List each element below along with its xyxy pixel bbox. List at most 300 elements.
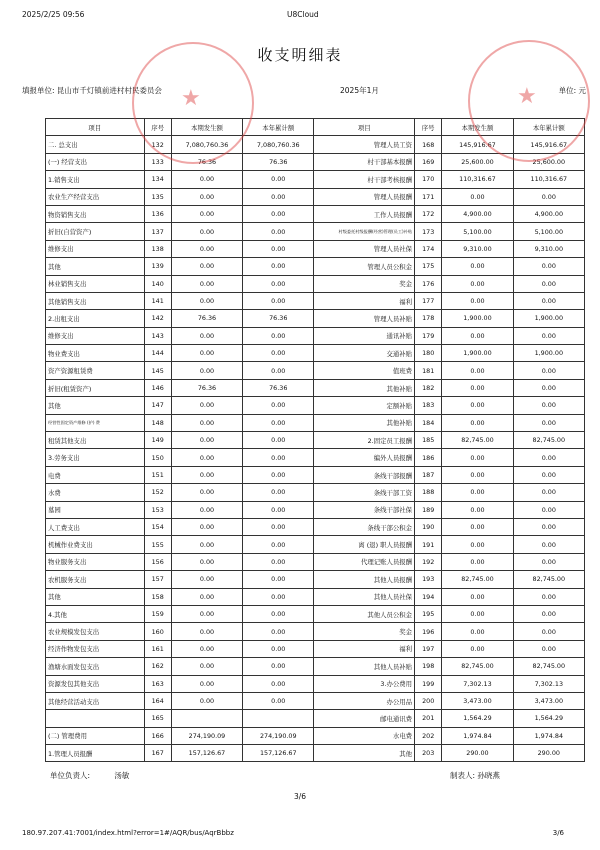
responsible-label: 单位负责人: xyxy=(50,771,91,780)
left-item-cell: 3.劳务支出 xyxy=(46,449,145,466)
right-seq-cell: 194 xyxy=(415,588,442,605)
right-ytd-cell: 0.00 xyxy=(513,484,584,501)
right-current-cell: 0.00 xyxy=(442,397,513,414)
header-seq: 序号 xyxy=(144,119,171,136)
table-row xyxy=(46,414,585,431)
left-ytd-cell: 0.00 xyxy=(243,327,314,344)
left-seq-cell: 140 xyxy=(144,275,171,292)
responsible-name: 汤敏 xyxy=(114,771,130,780)
left-item-cell: 渔塘水面发包支出 xyxy=(46,658,145,675)
table-row xyxy=(46,432,585,449)
table-row xyxy=(46,397,585,414)
right-current-cell: 0.00 xyxy=(442,466,513,483)
left-seq-cell: 159 xyxy=(144,605,171,622)
right-ytd-cell: 1,900.00 xyxy=(513,345,584,362)
table-row xyxy=(46,675,585,692)
table-row xyxy=(46,466,585,483)
left-ytd-cell: 0.00 xyxy=(243,518,314,535)
left-item-cell: 资源发包其他支出 xyxy=(46,675,145,692)
right-seq-cell: 193 xyxy=(415,571,442,588)
right-seq-cell: 179 xyxy=(415,327,442,344)
right-ytd-cell: 0.00 xyxy=(513,258,584,275)
right-ytd-cell: 0.00 xyxy=(513,292,584,309)
left-current-cell: 0.00 xyxy=(171,258,242,275)
left-ytd-cell: 76.36 xyxy=(243,379,314,396)
left-item-cell: 二. 总支出 xyxy=(46,136,145,153)
header-current-right: 本期发生额 xyxy=(442,119,513,136)
right-ytd-cell: 5,100.00 xyxy=(513,223,584,240)
left-current-cell: 0.00 xyxy=(171,484,242,501)
right-current-cell: 0.00 xyxy=(442,501,513,518)
right-seq-cell: 203 xyxy=(415,745,442,762)
table-row xyxy=(46,501,585,518)
left-current-cell: 76.36 xyxy=(171,310,242,327)
right-current-cell: 0.00 xyxy=(442,536,513,553)
right-ytd-cell: 290.00 xyxy=(513,745,584,762)
right-seq-cell: 176 xyxy=(415,275,442,292)
right-item-cell: 其他人员报酬 xyxy=(314,571,415,588)
right-item-cell: 编外人员报酬 xyxy=(314,449,415,466)
left-current-cell: 0.00 xyxy=(171,240,242,257)
left-ytd-cell: 0.00 xyxy=(243,345,314,362)
right-current-cell: 0.00 xyxy=(442,484,513,501)
left-seq-cell: 151 xyxy=(144,466,171,483)
right-seq-cell: 199 xyxy=(415,675,442,692)
left-ytd-cell: 0.00 xyxy=(243,553,314,570)
left-item-cell: 水费 xyxy=(46,484,145,501)
left-item-cell: 人工费支出 xyxy=(46,518,145,535)
left-seq-cell: 166 xyxy=(144,727,171,744)
right-item-cell: 管理人员公积金 xyxy=(314,258,415,275)
right-item-cell: 离 (退) 职人员报酬 xyxy=(314,536,415,553)
header-item-right: 项目 xyxy=(314,119,415,136)
right-current-cell: 110,316.67 xyxy=(442,171,513,188)
right-current-cell: 0.00 xyxy=(442,292,513,309)
table-row xyxy=(46,692,585,709)
left-item-cell: 林业销售支出 xyxy=(46,275,145,292)
left-seq-cell: 149 xyxy=(144,432,171,449)
left-ytd-cell: 0.00 xyxy=(243,692,314,709)
right-seq-cell: 173 xyxy=(415,223,442,240)
right-seq-cell: 191 xyxy=(415,536,442,553)
right-ytd-cell: 0.00 xyxy=(513,518,584,535)
left-current-cell: 0.00 xyxy=(171,536,242,553)
left-item-cell: 1.销售支出 xyxy=(46,171,145,188)
left-current-cell: 0.00 xyxy=(171,640,242,657)
left-item-cell: 农业生产经营支出 xyxy=(46,188,145,205)
left-ytd-cell: 0.00 xyxy=(243,588,314,605)
right-item-cell: 福利 xyxy=(314,640,415,657)
left-current-cell: 0.00 xyxy=(171,345,242,362)
right-ytd-cell: 0.00 xyxy=(513,501,584,518)
table-row xyxy=(46,292,585,309)
left-item-cell: 物资销售支出 xyxy=(46,205,145,222)
right-seq-cell: 175 xyxy=(415,258,442,275)
left-item-cell: 2.出租支出 xyxy=(46,310,145,327)
left-ytd-cell: 0.00 xyxy=(243,188,314,205)
table-row xyxy=(46,449,585,466)
left-current-cell: 0.00 xyxy=(171,171,242,188)
left-current-cell: 0.00 xyxy=(171,205,242,222)
left-ytd-cell: 0.00 xyxy=(243,501,314,518)
left-ytd-cell: 0.00 xyxy=(243,675,314,692)
left-seq-cell: 157 xyxy=(144,571,171,588)
right-ytd-cell: 7,302.13 xyxy=(513,675,584,692)
right-ytd-cell: 1,564.29 xyxy=(513,710,584,727)
left-current-cell: 0.00 xyxy=(171,518,242,535)
right-ytd-cell: 0.00 xyxy=(513,397,584,414)
table-row xyxy=(46,536,585,553)
left-current-cell: 0.00 xyxy=(171,692,242,709)
right-item-cell: 交通补贴 xyxy=(314,345,415,362)
left-current-cell: 0.00 xyxy=(171,501,242,518)
right-seq-cell: 192 xyxy=(415,553,442,570)
left-seq-cell: 150 xyxy=(144,449,171,466)
right-ytd-cell: 0.00 xyxy=(513,466,584,483)
right-seq-cell: 200 xyxy=(415,692,442,709)
left-seq-cell: 134 xyxy=(144,171,171,188)
header-current: 本期发生额 xyxy=(171,119,242,136)
left-current-cell: 7,080,760.36 xyxy=(171,136,242,153)
table-row xyxy=(46,188,585,205)
table-row xyxy=(46,605,585,622)
right-ytd-cell: 0.00 xyxy=(513,327,584,344)
right-item-cell: 村级委托村级报酬(经营)管理(员工)补贴 xyxy=(314,223,415,240)
right-item-cell: 村干部考核报酬 xyxy=(314,171,415,188)
right-current-cell: 0.00 xyxy=(442,449,513,466)
left-item-cell: 农机服务支出 xyxy=(46,571,145,588)
right-ytd-cell: 110,316.67 xyxy=(513,171,584,188)
table-row xyxy=(46,345,585,362)
left-current-cell: 0.00 xyxy=(171,466,242,483)
left-seq-cell: 165 xyxy=(144,710,171,727)
right-ytd-cell: 0.00 xyxy=(513,275,584,292)
left-seq-cell: 145 xyxy=(144,362,171,379)
right-ytd-cell: 1,900.00 xyxy=(513,310,584,327)
seal-star-icon: ★ xyxy=(517,84,537,109)
table-row xyxy=(46,658,585,675)
right-seq-cell: 178 xyxy=(415,310,442,327)
report-period: 2025年1月 xyxy=(340,86,379,95)
preparer xyxy=(450,770,500,781)
left-seq-cell: 133 xyxy=(144,153,171,170)
left-ytd-cell: 76.36 xyxy=(243,310,314,327)
left-ytd-cell: 0.00 xyxy=(243,640,314,657)
browser-header xyxy=(0,0,600,24)
table-row xyxy=(46,310,585,327)
right-item-cell: 管理人员报酬 xyxy=(314,188,415,205)
left-current-cell: 274,190.09 xyxy=(171,727,242,744)
right-item-cell: 其他人员公积金 xyxy=(314,605,415,622)
right-seq-cell: 183 xyxy=(415,397,442,414)
table-row xyxy=(46,205,585,222)
right-ytd-cell: 0.00 xyxy=(513,449,584,466)
right-ytd-cell: 0.00 xyxy=(513,188,584,205)
left-ytd-cell: 0.00 xyxy=(243,449,314,466)
right-current-cell: 4,900.00 xyxy=(442,205,513,222)
left-current-cell: 0.00 xyxy=(171,223,242,240)
right-seq-cell: 172 xyxy=(415,205,442,222)
right-current-cell: 0.00 xyxy=(442,327,513,344)
right-item-cell: 通讯补贴 xyxy=(314,327,415,344)
table-row xyxy=(46,258,585,275)
left-current-cell: 0.00 xyxy=(171,327,242,344)
browser-page-indicator: 3/6 xyxy=(552,829,564,837)
left-current-cell: 76.36 xyxy=(171,153,242,170)
header-seq-right: 序号 xyxy=(415,119,442,136)
right-current-cell: 1,974.84 xyxy=(442,727,513,744)
right-current-cell: 82,745.00 xyxy=(442,432,513,449)
right-seq-cell: 181 xyxy=(415,362,442,379)
table-row xyxy=(46,362,585,379)
left-item-cell: 其他销售支出 xyxy=(46,292,145,309)
left-seq-cell: 141 xyxy=(144,292,171,309)
right-current-cell: 9,310.00 xyxy=(442,240,513,257)
right-seq-cell: 189 xyxy=(415,501,442,518)
table-row xyxy=(46,571,585,588)
right-item-cell: 邮电通讯费 xyxy=(314,710,415,727)
right-item-cell: 村干部基本报酬 xyxy=(314,153,415,170)
right-seq-cell: 195 xyxy=(415,605,442,622)
right-seq-cell: 182 xyxy=(415,379,442,396)
right-seq-cell: 168 xyxy=(415,136,442,153)
right-item-cell: 代理记账人员报酬 xyxy=(314,553,415,570)
table-row xyxy=(46,640,585,657)
left-item-cell: 物业费支出 xyxy=(46,345,145,362)
right-ytd-cell: 0.00 xyxy=(513,536,584,553)
left-seq-cell: 135 xyxy=(144,188,171,205)
left-item-cell: (一) 经营支出 xyxy=(46,153,145,170)
left-item-cell: 折旧(租赁资产) xyxy=(46,379,145,396)
right-ytd-cell: 82,745.00 xyxy=(513,432,584,449)
right-item-cell: 其他人员补贴 xyxy=(314,658,415,675)
right-seq-cell: 196 xyxy=(415,623,442,640)
left-current-cell: 0.00 xyxy=(171,292,242,309)
left-item-cell: 其他 xyxy=(46,397,145,414)
right-ytd-cell: 0.00 xyxy=(513,588,584,605)
table-row xyxy=(46,588,585,605)
right-current-cell: 0.00 xyxy=(442,553,513,570)
right-item-cell: 办公用品 xyxy=(314,692,415,709)
preparer-name: 孙晓燕 xyxy=(477,771,500,780)
right-seq-cell: 202 xyxy=(415,727,442,744)
left-ytd-cell: 0.00 xyxy=(243,292,314,309)
right-seq-cell: 171 xyxy=(415,188,442,205)
left-ytd-cell: 76.36 xyxy=(243,153,314,170)
left-ytd-cell: 0.00 xyxy=(243,258,314,275)
left-seq-cell: 163 xyxy=(144,675,171,692)
right-ytd-cell: 0.00 xyxy=(513,414,584,431)
left-ytd-cell: 0.00 xyxy=(243,623,314,640)
left-item-cell: 其他 xyxy=(46,588,145,605)
left-item-cell: 4.其他 xyxy=(46,605,145,622)
left-seq-cell: 161 xyxy=(144,640,171,657)
left-seq-cell: 136 xyxy=(144,205,171,222)
right-current-cell: 0.00 xyxy=(442,258,513,275)
right-item-cell: 定额补贴 xyxy=(314,397,415,414)
right-ytd-cell: 1,974.84 xyxy=(513,727,584,744)
left-seq-cell: 164 xyxy=(144,692,171,709)
right-current-cell: 0.00 xyxy=(442,188,513,205)
right-item-cell: 值班费 xyxy=(314,362,415,379)
left-seq-cell: 147 xyxy=(144,397,171,414)
right-current-cell: 1,564.29 xyxy=(442,710,513,727)
right-ytd-cell: 9,310.00 xyxy=(513,240,584,257)
right-current-cell: 1,900.00 xyxy=(442,345,513,362)
header-item: 项目 xyxy=(46,119,145,136)
right-current-cell: 82,745.00 xyxy=(442,571,513,588)
preparer-label: 制表人: xyxy=(450,771,476,780)
right-seq-cell: 197 xyxy=(415,640,442,657)
left-item-cell: 物业服务支出 xyxy=(46,553,145,570)
right-ytd-cell: 3,473.00 xyxy=(513,692,584,709)
right-seq-cell: 169 xyxy=(415,153,442,170)
left-ytd-cell: 0.00 xyxy=(243,397,314,414)
right-current-cell: 25,600.00 xyxy=(442,153,513,170)
right-item-cell: 3.办公费用 xyxy=(314,675,415,692)
right-ytd-cell: 25,600.00 xyxy=(513,153,584,170)
left-current-cell: 0.00 xyxy=(171,588,242,605)
left-seq-cell: 154 xyxy=(144,518,171,535)
left-item-cell xyxy=(46,710,145,727)
right-item-cell: 条线干部报酬 xyxy=(314,466,415,483)
left-ytd-cell: 0.00 xyxy=(243,223,314,240)
left-current-cell: 0.00 xyxy=(171,397,242,414)
right-seq-cell: 190 xyxy=(415,518,442,535)
left-ytd-cell: 0.00 xyxy=(243,484,314,501)
right-seq-cell: 180 xyxy=(415,345,442,362)
table-row xyxy=(46,727,585,744)
table-row xyxy=(46,623,585,640)
right-item-cell: 其他补贴 xyxy=(314,379,415,396)
right-item-cell: 其他补贴 xyxy=(314,414,415,431)
official-seal-left xyxy=(132,42,254,164)
left-current-cell: 76.36 xyxy=(171,379,242,396)
right-seq-cell: 185 xyxy=(415,432,442,449)
left-ytd-cell: 0.00 xyxy=(243,571,314,588)
left-seq-cell: 160 xyxy=(144,623,171,640)
left-current-cell: 157,126.67 xyxy=(171,745,242,762)
right-ytd-cell: 0.00 xyxy=(513,623,584,640)
seal-star-icon: ★ xyxy=(181,86,201,111)
left-seq-cell: 143 xyxy=(144,327,171,344)
right-current-cell: 290.00 xyxy=(442,745,513,762)
right-item-cell: 福利 xyxy=(314,292,415,309)
right-ytd-cell: 0.00 xyxy=(513,605,584,622)
left-current-cell: 0.00 xyxy=(171,275,242,292)
left-ytd-cell: 0.00 xyxy=(243,466,314,483)
right-current-cell: 0.00 xyxy=(442,518,513,535)
table-row xyxy=(46,223,585,240)
left-current-cell: 0.00 xyxy=(171,623,242,640)
left-current-cell: 0.00 xyxy=(171,188,242,205)
app-name: U8Cloud xyxy=(287,10,319,19)
left-seq-cell: 138 xyxy=(144,240,171,257)
table-row xyxy=(46,710,585,727)
right-item-cell: 条线干部社保 xyxy=(314,501,415,518)
left-seq-cell: 148 xyxy=(144,414,171,431)
left-item-cell: 经营性固定资产维修 (护) 费 xyxy=(46,414,145,431)
left-current-cell xyxy=(171,710,242,727)
left-ytd-cell: 0.00 xyxy=(243,362,314,379)
table-row xyxy=(46,240,585,257)
page-url: 180.97.207.41:7001/index.html?error=1#/AQR/bus/AqrBbbz xyxy=(22,829,234,837)
left-item-cell: 维修支出 xyxy=(46,327,145,344)
left-item-cell: 资产资源租赁费 xyxy=(46,362,145,379)
right-seq-cell: 187 xyxy=(415,466,442,483)
right-ytd-cell: 82,745.00 xyxy=(513,571,584,588)
left-seq-cell: 132 xyxy=(144,136,171,153)
left-item-cell: 农业规模发包支出 xyxy=(46,623,145,640)
left-seq-cell: 155 xyxy=(144,536,171,553)
filler-unit: 填报单位: 昆山市千灯镇前进村村民委员会 xyxy=(22,86,162,95)
table-row xyxy=(46,327,585,344)
right-current-cell: 0.00 xyxy=(442,379,513,396)
right-seq-cell: 184 xyxy=(415,414,442,431)
left-ytd-cell: 0.00 xyxy=(243,171,314,188)
left-ytd-cell: 7,080,760.36 xyxy=(243,136,314,153)
left-seq-cell: 156 xyxy=(144,553,171,570)
left-item-cell: 其他 xyxy=(46,258,145,275)
right-seq-cell: 177 xyxy=(415,292,442,309)
right-item-cell: 其他 xyxy=(314,745,415,762)
right-current-cell: 1,900.00 xyxy=(442,310,513,327)
left-seq-cell: 144 xyxy=(144,345,171,362)
right-ytd-cell: 0.00 xyxy=(513,362,584,379)
right-seq-cell: 174 xyxy=(415,240,442,257)
right-current-cell: 0.00 xyxy=(442,640,513,657)
right-current-cell: 0.00 xyxy=(442,623,513,640)
right-ytd-cell: 4,900.00 xyxy=(513,205,584,222)
left-item-cell: 电费 xyxy=(46,466,145,483)
right-ytd-cell: 0.00 xyxy=(513,379,584,396)
page-number: 3/6 xyxy=(293,792,307,801)
left-item-cell: 维修支出 xyxy=(46,240,145,257)
left-ytd-cell: 157,126.67 xyxy=(243,745,314,762)
left-item-cell: 经济作物发包支出 xyxy=(46,640,145,657)
right-item-cell: 条线干部工资 xyxy=(314,484,415,501)
right-item-cell: 管理人员补贴 xyxy=(314,310,415,327)
left-item-cell: 1.管理人员报酬 xyxy=(46,745,145,762)
left-ytd-cell xyxy=(243,710,314,727)
table-row xyxy=(46,518,585,535)
table-row xyxy=(46,379,585,396)
left-current-cell: 0.00 xyxy=(171,362,242,379)
left-ytd-cell: 274,190.09 xyxy=(243,727,314,744)
left-item-cell: 墓园 xyxy=(46,501,145,518)
right-ytd-cell: 145,916.67 xyxy=(513,136,584,153)
right-item-cell: 奖金 xyxy=(314,275,415,292)
left-item-cell: 其他经营活动支出 xyxy=(46,692,145,709)
left-current-cell: 0.00 xyxy=(171,605,242,622)
left-current-cell: 0.00 xyxy=(171,571,242,588)
header-ytd: 本年累计额 xyxy=(243,119,314,136)
right-current-cell: 3,473.00 xyxy=(442,692,513,709)
left-current-cell: 0.00 xyxy=(171,658,242,675)
left-item-cell: 折旧(自营资产) xyxy=(46,223,145,240)
left-item-cell: 租赁其他支出 xyxy=(46,432,145,449)
right-current-cell: 5,100.00 xyxy=(442,223,513,240)
responsible-person xyxy=(50,770,129,781)
table-row xyxy=(46,484,585,501)
right-current-cell: 7,302.13 xyxy=(442,675,513,692)
right-current-cell: 145,916.67 xyxy=(442,136,513,153)
currency-unit: 单位: 元 xyxy=(558,86,586,95)
left-current-cell: 0.00 xyxy=(171,675,242,692)
right-item-cell: 条线干部公积金 xyxy=(314,518,415,535)
right-item-cell: 2.固定员工报酬 xyxy=(314,432,415,449)
right-ytd-cell: 0.00 xyxy=(513,553,584,570)
